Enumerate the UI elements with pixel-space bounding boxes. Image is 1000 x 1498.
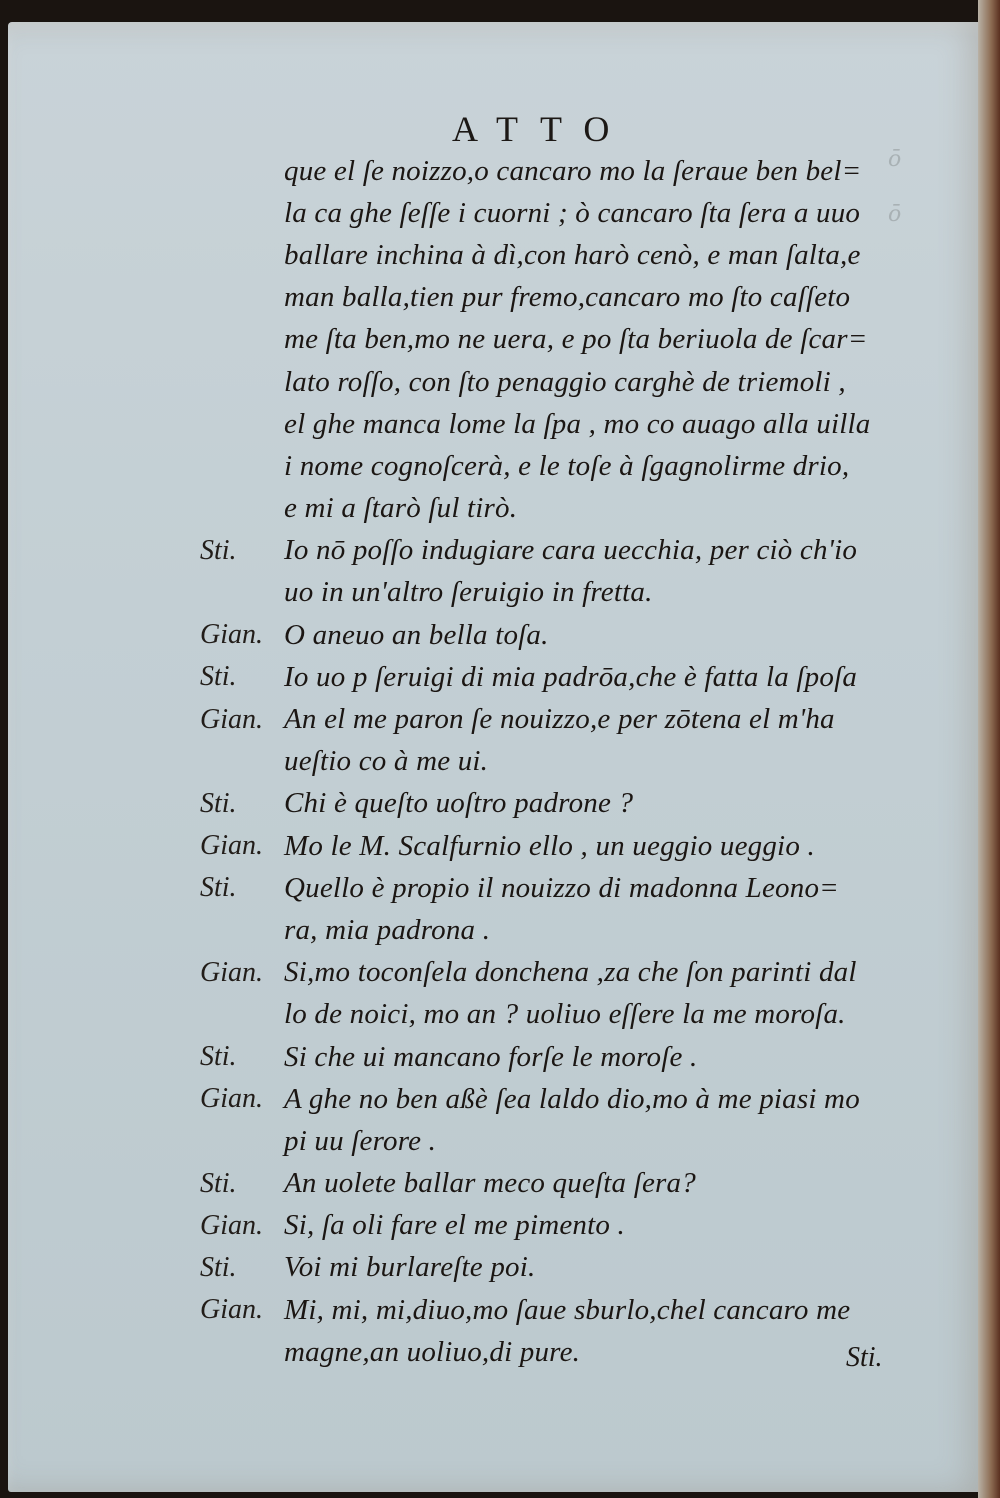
text-line <box>200 234 920 276</box>
speech-text: i nome cognoſcerà, e le toſe à ſgagnolirme drio, <box>284 449 850 482</box>
speech-text: e mi a ſtarò ſul tirò. <box>284 492 518 525</box>
speaker-label: Sti. <box>200 1041 237 1073</box>
speech-text: A ghe no ben aßè ſea laldo dio,mo à me piasi mo <box>284 1082 860 1115</box>
speech-text: lato roſſo, con ſto penaggio carghè de triemoli , <box>284 365 846 398</box>
text-line <box>200 361 920 403</box>
text-block <box>200 150 920 1373</box>
text-line <box>200 952 920 994</box>
speaker-label: Sti. <box>200 661 237 693</box>
text-line <box>200 825 920 867</box>
speaker-label: Gian. <box>200 1083 263 1115</box>
speech-text: Io nō poſſo indugiare cara uecchia, per ciò ch'io <box>284 534 858 567</box>
speaker-label: Sti. <box>200 1167 237 1199</box>
text-line <box>200 150 920 192</box>
text-line <box>200 1289 920 1331</box>
speech-text: el ghe manca lome la ſpa , mo co auago alla uilla <box>284 407 871 440</box>
text-line <box>200 741 920 783</box>
text-line <box>200 488 920 530</box>
speech-text: Si, ſa oli fare el me pimento . <box>284 1209 625 1242</box>
speaker-label: Gian. <box>200 956 263 988</box>
text-line <box>200 192 920 234</box>
speaker-label: Gian. <box>200 1294 263 1326</box>
speech-text: man balla,tien pur fremo,cancaro mo ſto caſſeto <box>284 281 851 314</box>
text-line <box>200 1331 920 1373</box>
book-edge <box>978 0 1000 1498</box>
speaker-label: Sti. <box>200 872 237 904</box>
text-line <box>200 1247 920 1289</box>
text-line <box>200 867 920 909</box>
text-line <box>200 909 920 951</box>
speech-text: ra, mia padrona . <box>284 913 491 946</box>
text-line <box>200 1163 920 1205</box>
speaker-label: Gian. <box>200 619 263 651</box>
speech-text: lo de noici, mo an ? uoliuo eſſere la me moroſa. <box>284 998 846 1031</box>
bleed-through-text: ō <box>888 202 902 227</box>
speech-text: Mi, mi, mi,diuo,mo ſaue sburlo,chel cancaro me <box>284 1293 851 1326</box>
text-line <box>200 530 920 572</box>
text-line <box>200 1120 920 1162</box>
speech-text: la ca ghe ſeſſe i cuorni ; ò cancaro ſta ſera a uuo <box>284 196 861 229</box>
text-line <box>200 445 920 487</box>
speech-text: An el me paron ſe nouizzo,e per zōtena el m'ha <box>284 703 835 736</box>
speech-text: que el ſe noizzo,o cancaro mo la ſeraue ben bel= <box>284 154 862 187</box>
text-line <box>200 572 920 614</box>
text-line <box>200 698 920 740</box>
speech-text: Si,mo toconſela donchena ,za che ſon parinti dal <box>284 956 857 989</box>
speech-text: Quello è propio il nouizzo di madonna Leono= <box>284 871 839 904</box>
text-line <box>200 1205 920 1247</box>
speech-text: An uolete ballar meco queſta ſera? <box>284 1167 696 1200</box>
text-line <box>200 783 920 825</box>
speech-text: O aneuo an bella toſa. <box>284 618 549 651</box>
speech-text: magne,an uoliuo,di pure. <box>284 1335 581 1368</box>
speaker-label: Gian. <box>200 830 263 862</box>
speech-text: me ſta ben,mo ne uera, e po ſta beriuola de ſcar= <box>284 323 868 356</box>
text-line <box>200 277 920 319</box>
catchword: Sti. <box>846 1342 883 1373</box>
speech-text: ueſtio co à me ui. <box>284 745 489 778</box>
running-head: ATTO <box>452 109 632 149</box>
speaker-label: Sti. <box>200 1251 237 1283</box>
bleed-through-text: ō <box>888 147 902 172</box>
speech-text: Voi mi burlareſte poi. <box>284 1251 536 1284</box>
text-line <box>200 1036 920 1078</box>
speech-text: ballare inchina à dì,con harò cenò, e man ſalta,e <box>284 238 861 271</box>
speech-text: pi uu ſerore . <box>284 1124 437 1157</box>
speaker-label: Gian. <box>200 1209 263 1241</box>
speaker-label: Gian. <box>200 703 263 735</box>
speech-text: uo in un'altro ſeruigio in fretta. <box>284 576 653 609</box>
speech-text: Io uo p ſeruigi di mia padrōa,che è fatta la ſpoſa <box>284 660 858 693</box>
text-line <box>200 994 920 1036</box>
speaker-label: Sti. <box>200 787 237 819</box>
speech-text: Chi è queſto uoſtro padrone ? <box>284 787 634 820</box>
speech-text: Si che ui mancano forſe le moroſe . <box>284 1040 698 1073</box>
speaker-label: Sti. <box>200 534 237 566</box>
text-line <box>200 1078 920 1120</box>
text-line <box>200 656 920 698</box>
speech-text: Mo le M. Scalfurnio ello , un ueggio ueggio . <box>284 829 815 862</box>
text-line <box>200 403 920 445</box>
text-line <box>200 614 920 656</box>
text-line <box>200 319 920 361</box>
